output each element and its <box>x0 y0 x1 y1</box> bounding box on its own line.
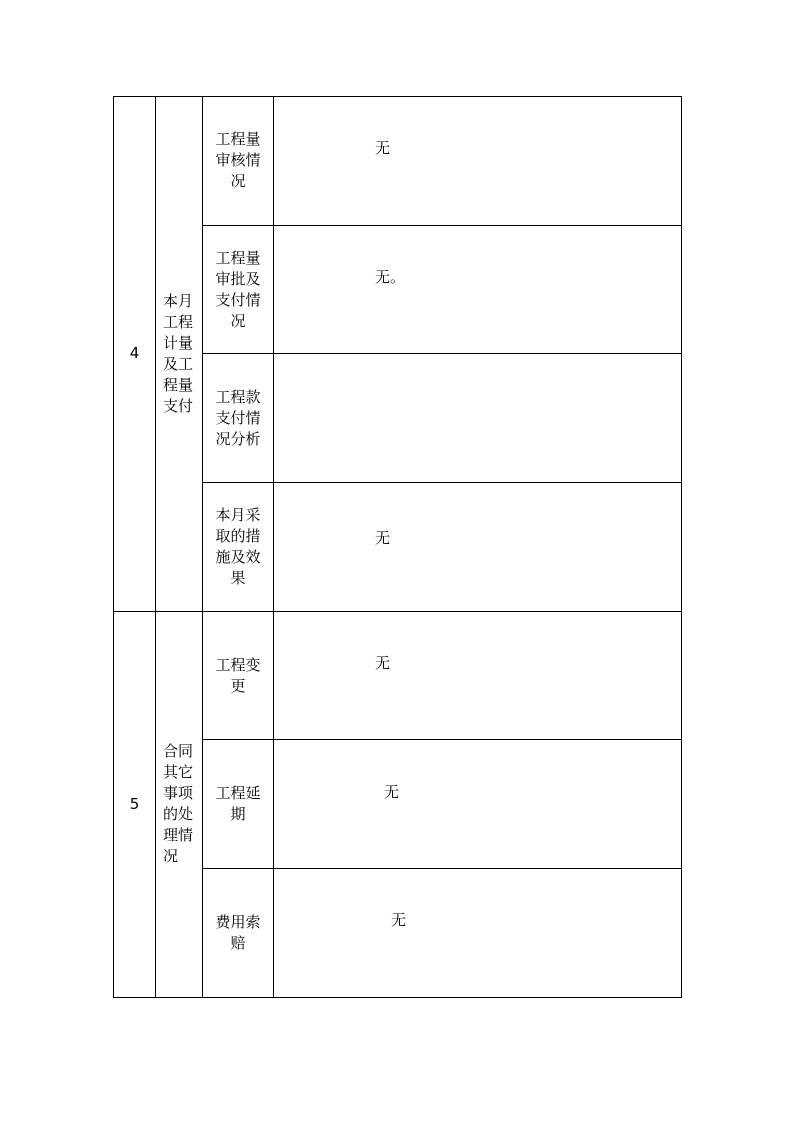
content-text: 无 <box>375 529 391 548</box>
section-category: 合同其它事项的处理情况 <box>163 742 194 866</box>
content-cell <box>274 869 682 998</box>
item-cell <box>203 225 274 354</box>
section-number-cell <box>114 611 156 997</box>
item-cell <box>203 740 274 869</box>
content-text: 无。 <box>375 268 406 287</box>
table-row <box>114 611 682 740</box>
item-cell <box>203 611 274 740</box>
item-label: 费用索赔 <box>215 912 261 952</box>
content-cell <box>274 354 682 483</box>
content-cell <box>274 611 682 740</box>
table-row <box>114 97 682 226</box>
section-number: 5 <box>129 794 140 813</box>
item-label: 工程量审批及支付情况 <box>215 248 261 330</box>
item-label: 工程变更 <box>215 655 261 695</box>
content-cell <box>274 483 682 612</box>
section-category-cell <box>156 611 203 997</box>
section-number: 4 <box>129 344 140 363</box>
section-number-cell <box>114 97 156 612</box>
item-label: 工程延期 <box>215 784 261 824</box>
report-table <box>113 96 682 998</box>
content-text: 无 <box>384 782 400 801</box>
item-cell <box>203 97 274 226</box>
content-text: 无 <box>375 139 391 158</box>
content-text: 无 <box>375 654 391 673</box>
content-cell <box>274 740 682 869</box>
item-label: 本月采取的措施及效果 <box>215 505 261 587</box>
content-cell <box>274 225 682 354</box>
item-cell <box>203 483 274 612</box>
item-label: 工程款支付情况分析 <box>215 387 261 448</box>
content-text: 无 <box>391 911 407 930</box>
section-category: 本月工程计量及工程量支付 <box>163 291 194 415</box>
content-cell <box>274 97 682 226</box>
item-cell <box>203 354 274 483</box>
item-cell <box>203 869 274 998</box>
item-label: 工程量审核情况 <box>215 130 261 191</box>
section-category-cell <box>156 97 203 612</box>
